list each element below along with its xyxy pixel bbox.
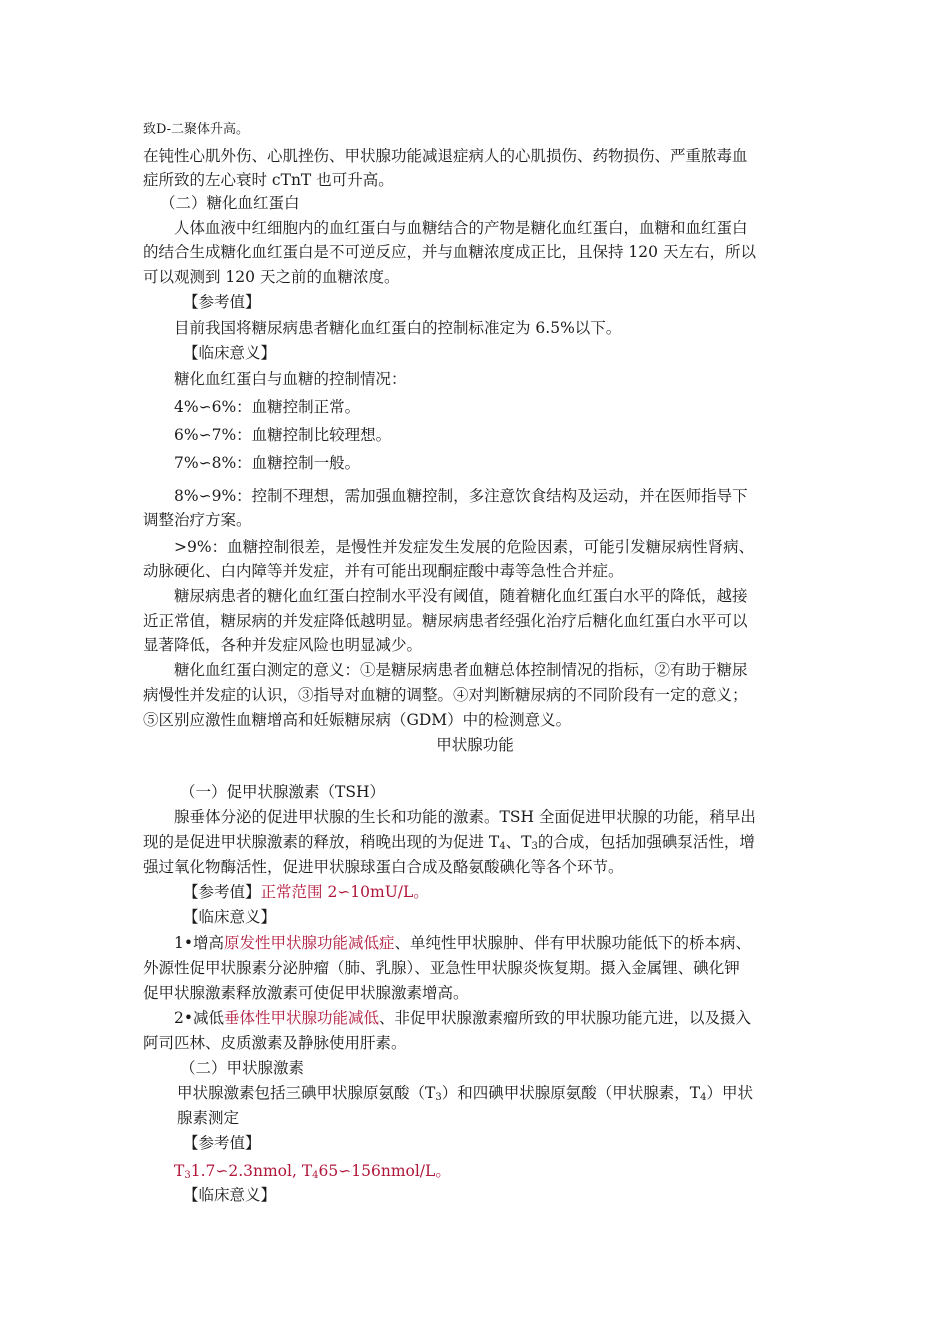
text-run: 、非促甲状腺激素瘤所致的甲状腺功能亢进，以及摄入 xyxy=(379,1009,752,1027)
text-line: 促甲状腺激素释放激素可使促甲状腺激素增高。 xyxy=(143,984,469,1002)
text-line xyxy=(174,933,751,953)
list-item: 7%∽8%：血糖控制一般。 xyxy=(174,454,361,472)
text-line: 动脉硬化、白内障等并发症，并有可能出现酮症酸中毒等急性合并症。 xyxy=(143,562,624,580)
label-clinical-significance: 【临床意义】 xyxy=(183,908,277,926)
highlight-text xyxy=(174,1161,451,1186)
highlight-text: 正常范围 2∽10mU/L。 xyxy=(260,883,429,901)
text-line: 强过氧化物酶活性，促进甲状腺球蛋白合成及酪氨酸碘化等各个环节。 xyxy=(143,858,624,876)
label-reference-value: 【参考值】 xyxy=(183,1134,261,1152)
subscript: 3 xyxy=(184,1170,191,1181)
text-run: 65∽156nmol/L。 xyxy=(318,1162,451,1180)
text-line: 调整治疗方案。 xyxy=(143,511,252,529)
list-item: 4%∽6%：血糖控制正常。 xyxy=(174,398,361,416)
highlight-text: 原发性甲状腺功能减低症 xyxy=(224,934,395,952)
subscript: 4 xyxy=(312,1170,319,1181)
text-line: ⑤区别应激性血糖增高和妊娠糖尿病（GDM）中的检测意义。 xyxy=(143,711,572,729)
text-line: 腺素测定 xyxy=(177,1109,240,1127)
text-line: 症所致的左心衰时 cTnT 也可升高。 xyxy=(143,171,394,189)
text-line xyxy=(177,1083,753,1108)
text-run: 现的是促进甲状腺激素的释放，稍晚出现的为促进 T xyxy=(143,833,500,851)
text-line: 糖尿病患者的糖化血红蛋白控制水平没有阈值，随着糖化血红蛋白水平的降低，越接 xyxy=(174,587,748,605)
label-clinical-significance: 【临床意义】 xyxy=(183,344,277,362)
text-line: 的结合生成糖化血红蛋白是不可逆反应，并与血糖浓度成正比，且保持 120 天左右，所以 xyxy=(143,243,756,261)
text-line: 可以观测到 120 天之前的血糖浓度。 xyxy=(143,268,400,286)
text-line: 外源性促甲状腺素分泌肿瘤（肺、乳腺）、亚急性甲状腺炎恢复期。摄入金属锂、碘化钾 xyxy=(143,959,740,977)
subscript: 3 xyxy=(435,1092,442,1103)
list-item: 8%∽9%：控制不理想，需加强血糖控制，多注意饮食结构及运动，并在医师指导下 xyxy=(174,487,748,505)
section-heading: （二）甲状腺激素 xyxy=(180,1059,305,1077)
text-line xyxy=(183,882,429,902)
text-line: 在钝性心肌外伤、心肌挫伤、甲状腺功能减退症病人的心肌损伤、药物损伤、严重脓毒血 xyxy=(143,147,748,165)
text-line: 阿司匹林、皮质激素及静脉使用肝素。 xyxy=(143,1034,407,1052)
text-line xyxy=(174,1008,751,1028)
text-run: 甲状腺激素包括三碘甲状腺原氨酸（T xyxy=(177,1084,436,1102)
subscript: 4 xyxy=(499,841,506,852)
text-run: ）和四碘甲状腺原氨酸（甲状腺素，T xyxy=(441,1084,701,1102)
label-reference-value: 【参考值】 xyxy=(183,293,261,311)
list-item: 6%∽7%：血糖控制比较理想。 xyxy=(174,426,392,444)
text-run: 1•增高 xyxy=(174,934,225,952)
text-line: 近正常值，糖尿病的并发症降低越明显。糖尿病患者经强化治疗后糖化血红蛋白水平可以 xyxy=(143,612,748,630)
text-line: 目前我国将糖尿病患者糖化血红蛋白的控制标准定为 6.5%以下。 xyxy=(174,319,622,337)
section-heading: （二）糖化血红蛋白 xyxy=(160,194,300,212)
subscript: 3 xyxy=(531,841,538,852)
section-heading: （一）促甲状腺激素（TSH） xyxy=(180,783,385,801)
list-item: >9%：血糖控制很差，是慢性并发症发生发展的危险因素，可能引发糖尿病性肾病、 xyxy=(174,538,755,556)
text-line: 腺垂体分泌的促进甲状腺的生长和功能的激素。TSH 全面促进甲状腺的功能，稍早出 xyxy=(174,808,756,826)
text-line: 糖化血红蛋白与血糖的控制情况： xyxy=(174,370,407,388)
label-clinical-significance: 【临床意义】 xyxy=(183,1186,277,1204)
text-line: 糖化血红蛋白测定的意义：①是糖尿病患者血糖总体控制情况的指标，②有助于糖尿 xyxy=(174,661,748,679)
chapter-title: 甲状腺功能 xyxy=(436,736,514,754)
text-run: 、单纯性甲状腺肿、伴有甲状腺功能低下的桥本病、 xyxy=(394,934,752,952)
text-line: 显著降低，各种并发症风险也明显减少。 xyxy=(143,636,423,654)
text-run: ）甲状 xyxy=(706,1084,753,1102)
text-line: 病慢性并发症的认识，③指导对血糖的调整。④对判断糖尿病的不同阶段有一定的意义； xyxy=(143,686,748,704)
text-line: 致D-二聚体升高。 xyxy=(143,122,250,137)
text-line: 人体血液中红细胞内的血红蛋白与血糖结合的产物是糖化血红蛋白，血糖和血红蛋白 xyxy=(174,219,748,237)
label-reference-value: 【参考值】 xyxy=(183,883,261,901)
subscript: 4 xyxy=(700,1092,707,1103)
text-run: 1.7∽2.3nmol, T xyxy=(190,1162,313,1180)
text-run: 、T xyxy=(505,833,532,851)
text-run: 2•减低 xyxy=(174,1009,225,1027)
text-run: T xyxy=(174,1162,185,1180)
text-line xyxy=(143,832,755,857)
highlight-text: 垂体性甲状腺功能减低 xyxy=(224,1009,380,1027)
text-run: 的合成，包括加强碘泵活性，增 xyxy=(537,833,755,851)
